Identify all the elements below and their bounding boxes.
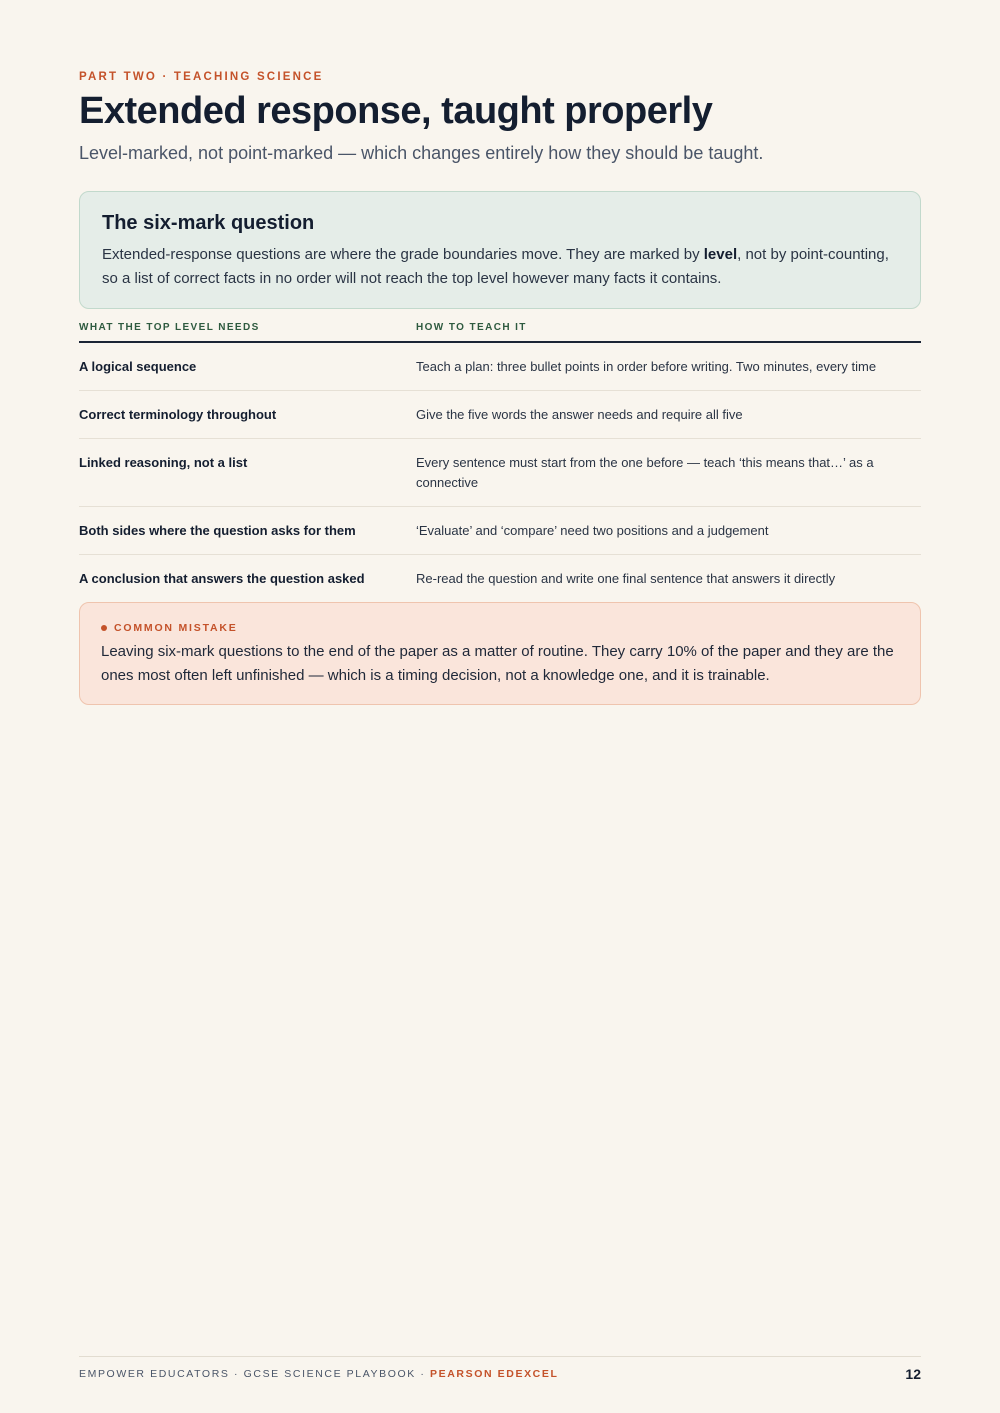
teaching-table — [79, 322, 921, 602]
section-eyebrow: PART TWO · TEACHING SCIENCE — [79, 71, 324, 83]
footer-brand: PEARSON EDEXCEL — [430, 1368, 559, 1380]
callout-body — [102, 243, 898, 290]
table-row — [79, 439, 921, 507]
cell-need: Correct terminology throughout — [79, 407, 277, 422]
common-mistake-callout — [79, 602, 921, 705]
cell-need: A conclusion that answers the question asked — [79, 571, 365, 586]
column-header-how: HOW TO TEACH IT — [416, 322, 527, 333]
page-subtitle: Level-marked, not point-marked — which changes entirely how they should be taught. — [79, 143, 764, 163]
cell-need: Linked reasoning, not a list — [79, 455, 248, 470]
cell-need: A logical sequence — [79, 359, 197, 374]
six-mark-callout — [79, 191, 921, 309]
mistake-header — [101, 622, 899, 634]
mistake-label: COMMON MISTAKE — [114, 622, 238, 634]
table-row — [79, 343, 921, 391]
cell-how: Teach a plan: three bullet points in order before writing. Two minutes, every time — [416, 359, 877, 374]
callout-body-bold: level — [703, 246, 738, 263]
cell-how: Every sentence must start from the one before — teach ‘this means that…’ as a connective — [416, 455, 874, 490]
table-row — [79, 391, 921, 439]
table-row — [79, 555, 921, 602]
callout-title: The six-mark question — [102, 212, 315, 234]
page-title: Extended response, taught properly — [79, 90, 713, 132]
cell-how: Re-read the question and write one final sentence that answers it directly — [416, 571, 836, 586]
page-number: 12 — [905, 1366, 921, 1382]
page-footer — [79, 1356, 921, 1386]
callout-body-before: Extended-response questions are where the grade boundaries move. They are marked by — [102, 246, 704, 263]
cell-how: Give the five words the answer needs and require all five — [416, 407, 743, 422]
cell-need: Both sides where the question asks for them — [79, 523, 356, 538]
cell-how: ‘Evaluate’ and ‘compare’ need two positions and a judgement — [416, 523, 769, 538]
mistake-body: Leaving six-mark questions to the end of the paper as a matter of routine. They carry 10% of the paper and they are the ones most often left unfinished — which is a timing decision, not a knowledge one, and it is trainable. — [101, 643, 894, 684]
table-row — [79, 507, 921, 555]
footer-text: EMPOWER EDUCATORS · GCSE SCIENCE PLAYBOOK · — [79, 1368, 431, 1380]
bullet-dot-icon — [101, 625, 107, 631]
footer-credit — [79, 1368, 558, 1380]
callout-body-after: , not by point-counting, so a list of correct facts in no order will not reach the top level however many facts it contains. — [102, 246, 889, 287]
table-header — [79, 322, 921, 343]
column-header-needs: WHAT THE TOP LEVEL NEEDS — [79, 322, 260, 333]
